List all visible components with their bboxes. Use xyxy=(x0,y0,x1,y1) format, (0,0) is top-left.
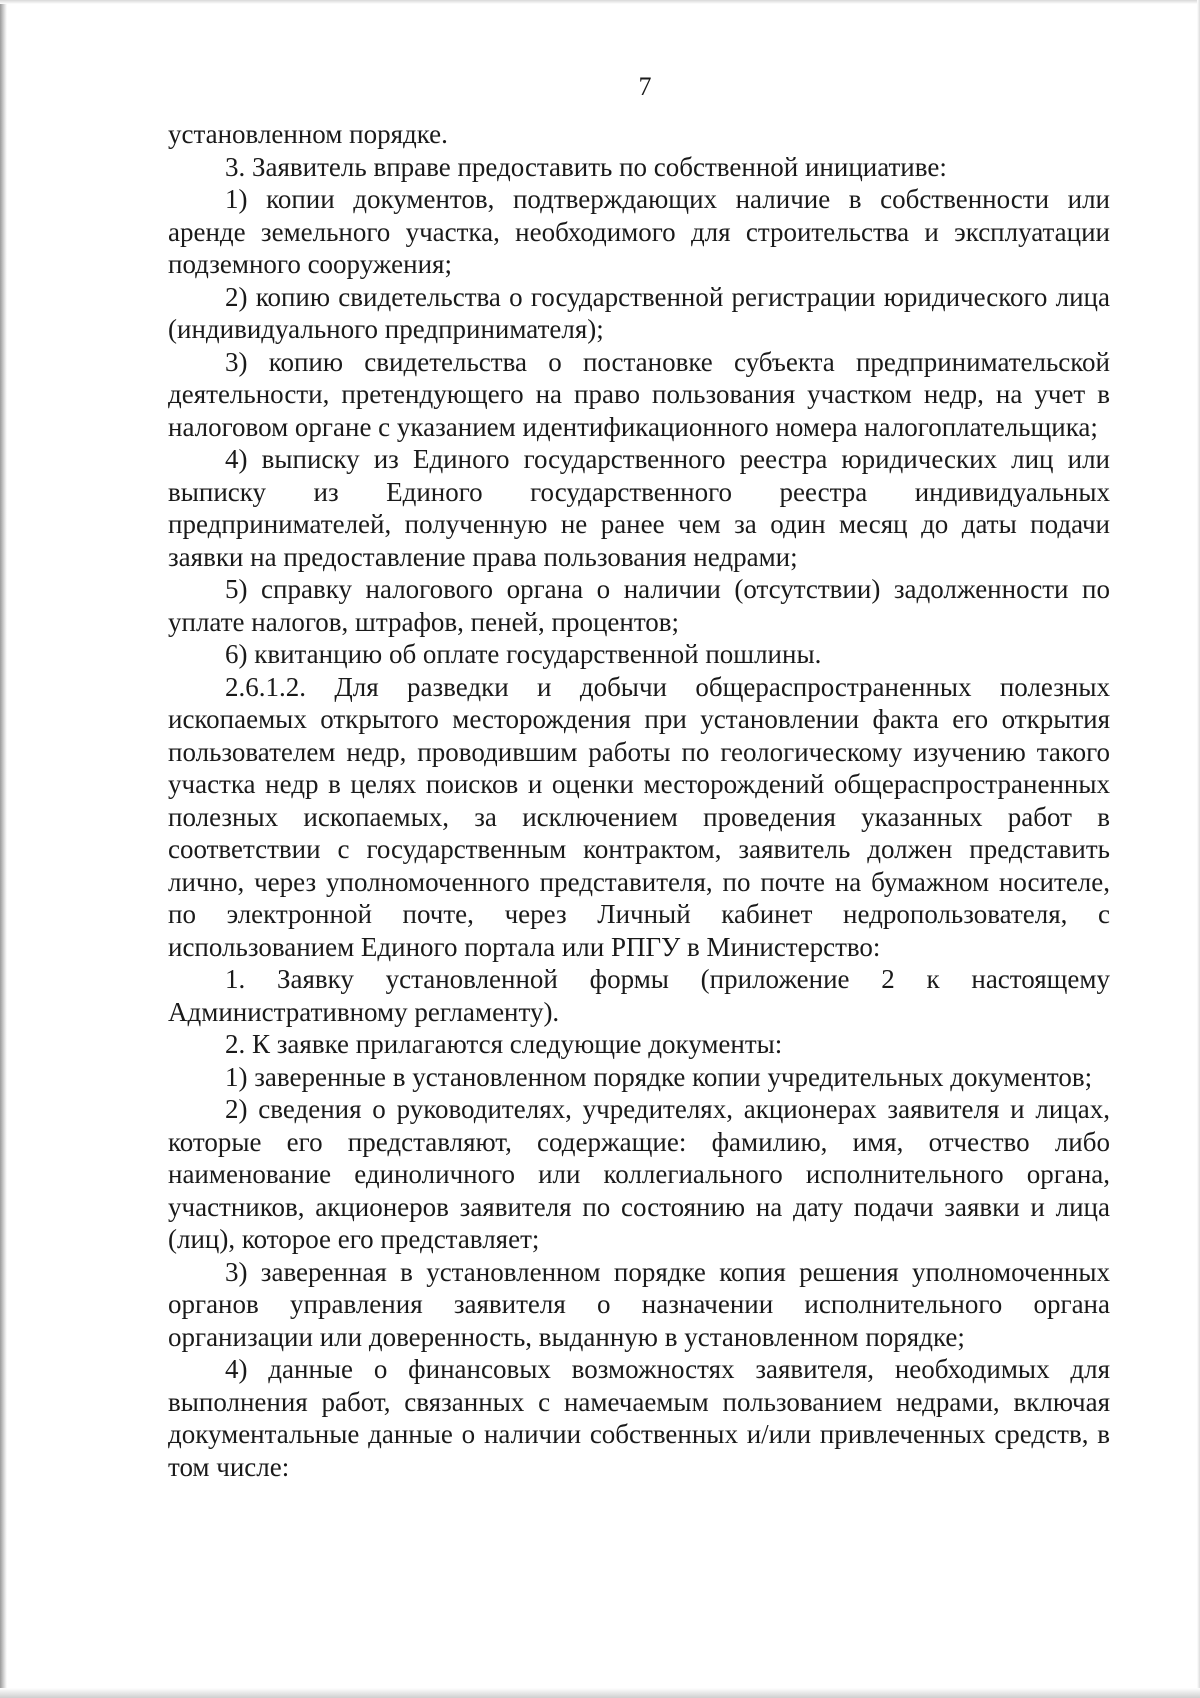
scan-edge-top xyxy=(0,0,1200,4)
paragraph: 6) квитанцию об оплате государственной пошлины. xyxy=(225,639,822,669)
paragraph: 2. К заявке прилагаются следующие документы: xyxy=(225,1029,783,1059)
paragraph: 3. Заявитель вправе предоставить по собственной инициативе: xyxy=(225,151,947,182)
page-number: 7 xyxy=(638,72,652,101)
paragraph: 3) заверенная в установленном порядке копия решения уполномоченных органов управления заявителя о назначении исполнительного органа организации или доверенность, выданную в установленном порядке; xyxy=(168,1256,1110,1352)
paragraph: 3) копию свидетельства о постановке субъекта предпринимательской деятельности, претендующего на право пользования участком недр, на учет в налоговом органе с указанием идентификационного номера налогоплательщика; xyxy=(168,346,1110,442)
paragraph: 5) справку налогового органа о наличии (отсутствии) задолженности по уплате налогов, штрафов, пеней, процентов; xyxy=(168,574,1110,637)
scan-edge-bottom xyxy=(0,1688,1200,1698)
paragraph: 2) копию свидетельства о государственной регистрации юридического лица (индивидуального предпринимателя); xyxy=(168,281,1110,344)
paragraph: установленном порядке. xyxy=(168,119,448,149)
paragraph: 1) копии документов, подтверждающих наличие в собственности или аренде земельного участка, необходимого для строительства и эксплуатации подземного сооружения; xyxy=(168,184,1110,279)
document-body xyxy=(168,118,1110,1483)
paragraph: 4) данные о финансовых возможностях заявителя, необходимых для выполнения работ, связанных с намечаемым пользованием недрами, включая документальные данные о наличии собственных и/или привлеченных средств, в том числе: xyxy=(168,1354,1110,1482)
paragraph: 2) сведения о руководителях, учредителях, акционерах заявителя и лицах, которые его представляют, содержащие: фамилию, имя, отчество либо наименование единоличного или коллегиального исполнительного органа, участников, акционеров заявителя по состоянию на дату подачи заявки и лица (лиц), которое его представляет; xyxy=(168,1094,1110,1254)
paragraph: 2.6.1.2. Для разведки и добычи общераспространенных полезных ископаемых открытого месторождения при установлении факта его открытия пользователем недр, проводившим работы по геологическому изучению такого участка недр в целях поисков и оценки месторождений общераспространенных полезных ископаемых, за исключением проведения указанных работ в соответствии с государственным контрактом, заявитель должен представить лично, через уполномоченного представителя, по почте на бумажном носителе, по электронной почте, через Личный кабинет недропользователя, с использованием Единого портала или РПГУ в Министерство: xyxy=(168,671,1110,962)
paragraph: 4) выписку из Единого государственного реестра юридических лиц или выписку из Единого государственного реестра индивидуальных предпринимателей, полученную не ранее чем за один месяц до даты подачи заявки на предоставление права пользования недрами; xyxy=(168,444,1110,572)
scan-edge-left xyxy=(0,0,7,1698)
paragraph: 1. Заявку установленной формы (приложение 2 к настоящему Административному регламенту). xyxy=(168,964,1110,1027)
paragraph: 1) заверенные в установленном порядке копии учредительных документов; xyxy=(225,1061,1093,1092)
